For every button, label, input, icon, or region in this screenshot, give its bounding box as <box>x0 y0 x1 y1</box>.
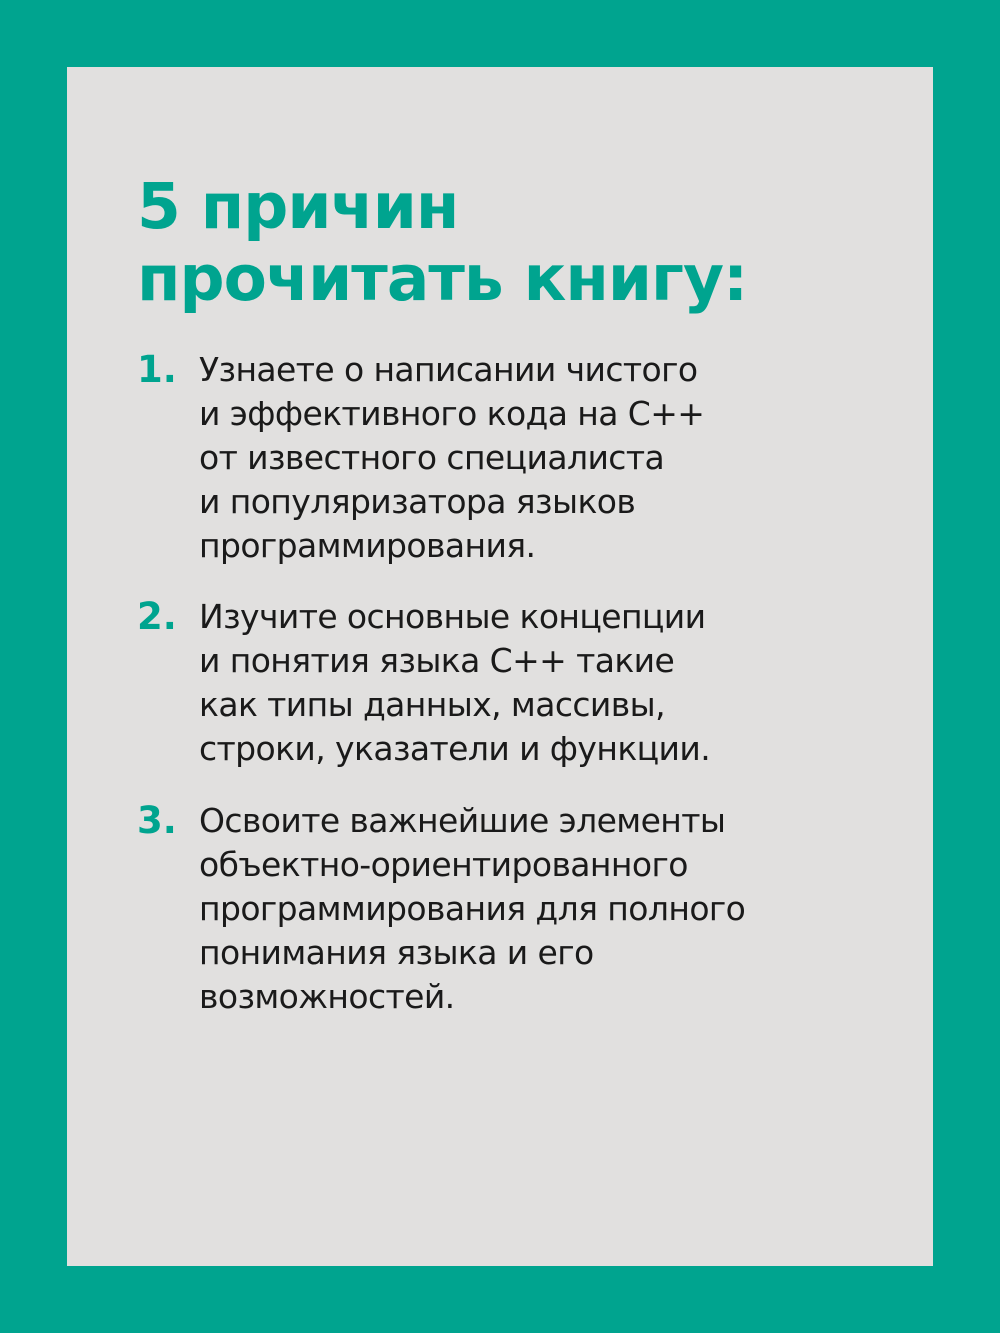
item-text-line: Узнаете о написании чистого <box>199 350 698 389</box>
item-text <box>199 799 879 1019</box>
item-text-line: Освоите важнейшие элементы <box>199 801 726 840</box>
item-text-line: объектно-ориентированного <box>199 845 688 884</box>
page-title <box>137 171 747 315</box>
title-line-2: прочитать книгу: <box>137 242 748 315</box>
item-text-line: строки, указатели и функции. <box>199 729 711 768</box>
title-line-1: 5 причин <box>137 170 459 243</box>
item-text-line: от известного специалиста <box>199 438 665 477</box>
item-number: 1. <box>137 348 177 391</box>
item-number: 2. <box>137 595 177 638</box>
item-text-line: программирования для полного <box>199 889 746 928</box>
item-text-line: и популяризатора языков <box>199 482 636 521</box>
item-text-line: и понятия языка С++ такие <box>199 641 675 680</box>
content-panel <box>67 67 933 1266</box>
item-text <box>199 595 879 771</box>
item-text-line: и эффективного кода на С++ <box>199 394 705 433</box>
item-text-line: возможностей. <box>199 977 455 1016</box>
item-text-line: как типы данных, массивы, <box>199 685 665 724</box>
item-text <box>199 348 879 568</box>
item-text-line: программирования. <box>199 526 536 565</box>
item-text-line: понимания языка и его <box>199 933 594 972</box>
item-number: 3. <box>137 799 177 842</box>
item-text-line: Изучите основные концепции <box>199 597 706 636</box>
